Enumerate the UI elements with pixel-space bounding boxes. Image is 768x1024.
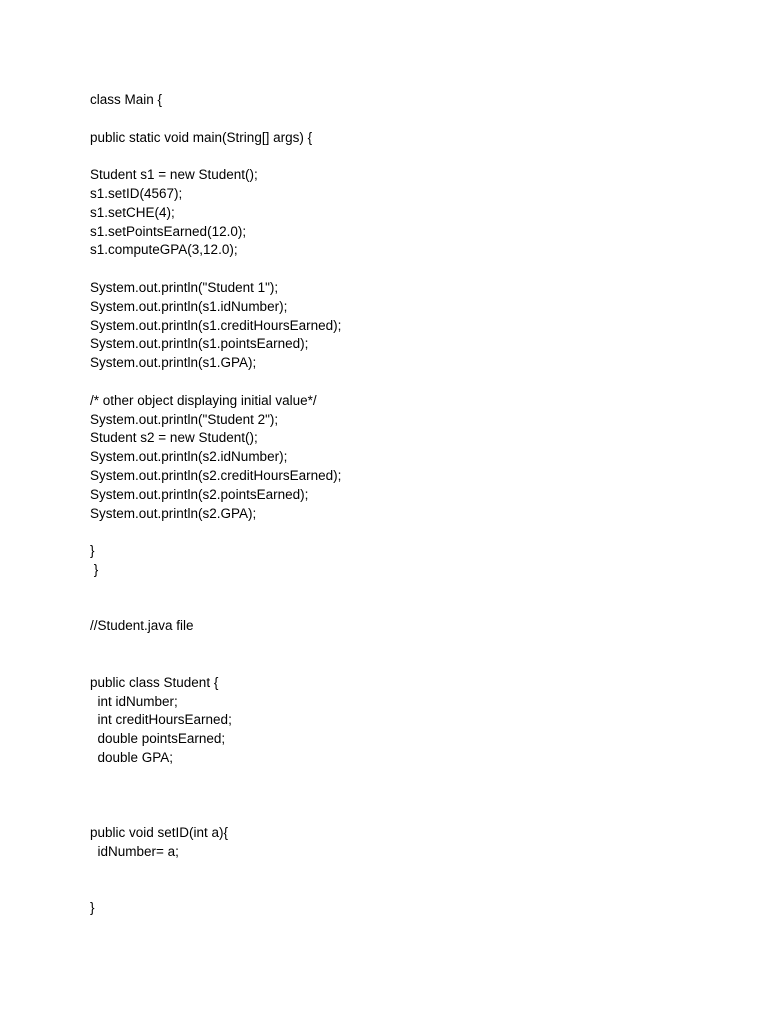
code-line: System.out.println(s1.pointsEarned); bbox=[90, 336, 309, 352]
code-line: System.out.println(s1.GPA); bbox=[90, 355, 257, 371]
code-line: class Main { bbox=[90, 92, 163, 107]
code-line bbox=[90, 786, 730, 805]
code-line: public class Student { bbox=[90, 674, 219, 690]
code-line: double GPA; bbox=[90, 749, 174, 765]
code-line: public static void main(String[] args) { bbox=[90, 129, 313, 145]
code-line: int creditHoursEarned; bbox=[90, 712, 232, 728]
code-line: System.out.println("Student 2"); bbox=[90, 411, 279, 427]
code-line: //Student.java file bbox=[90, 618, 194, 634]
code-line: System.out.println(s2.idNumber); bbox=[90, 449, 288, 465]
code-line: double pointsEarned; bbox=[90, 731, 226, 747]
code-line: System.out.println(s2.GPA); bbox=[90, 505, 257, 521]
code-line bbox=[90, 599, 730, 618]
code-line bbox=[90, 147, 730, 166]
code-line bbox=[90, 260, 730, 279]
code-line: idNumber= a; bbox=[90, 843, 179, 859]
code-line: System.out.println(s2.pointsEarned); bbox=[90, 486, 309, 502]
code-line: s1.setPointsEarned(12.0); bbox=[90, 223, 247, 239]
code-line: public void setID(int a){ bbox=[90, 825, 229, 841]
code-line: System.out.println(s2.creditHoursEarned); bbox=[90, 467, 342, 483]
code-line: s1.setID(4567); bbox=[90, 185, 183, 201]
code-line bbox=[90, 655, 730, 674]
code-line: Student s2 = new Student(); bbox=[90, 430, 258, 446]
code-line bbox=[90, 523, 730, 542]
code-line: s1.setCHE(4); bbox=[90, 204, 175, 220]
code-line: /* other object displaying initial value*/ bbox=[90, 392, 317, 408]
code-line: Student s1 = new Student(); bbox=[90, 167, 258, 183]
code-line bbox=[90, 636, 730, 655]
code-text bbox=[90, 91, 730, 918]
code-line: System.out.println("Student 1"); bbox=[90, 279, 279, 295]
code-line bbox=[90, 110, 730, 129]
code-line bbox=[90, 805, 730, 824]
code-line: } bbox=[90, 900, 95, 916]
code-line bbox=[90, 580, 730, 599]
code-line: System.out.println(s1.creditHoursEarned); bbox=[90, 317, 342, 333]
code-line: System.out.println(s1.idNumber); bbox=[90, 298, 288, 314]
code-line: int idNumber; bbox=[90, 693, 178, 709]
code-line: } bbox=[90, 543, 95, 559]
code-line: s1.computeGPA(3,12.0); bbox=[90, 242, 238, 258]
code-line bbox=[90, 880, 730, 899]
code-line bbox=[90, 768, 730, 787]
code-line bbox=[90, 862, 730, 881]
code-line bbox=[90, 373, 730, 392]
code-line: } bbox=[90, 561, 99, 577]
